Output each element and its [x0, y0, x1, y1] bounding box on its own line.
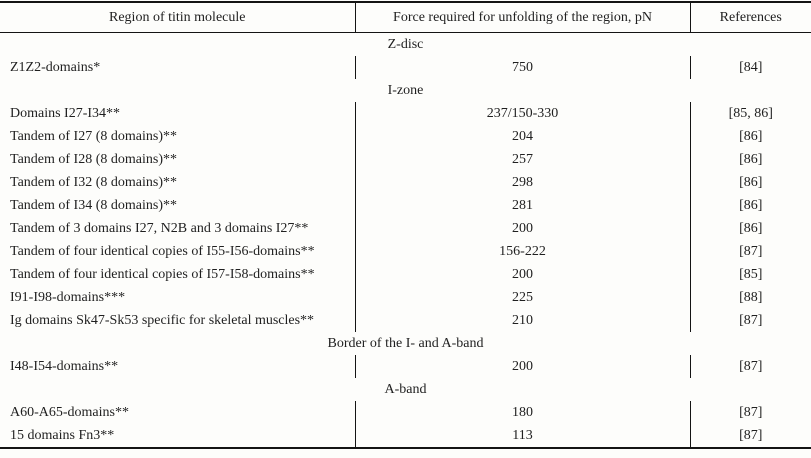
table-row — [0, 171, 811, 194]
references-cell: [85, 86] — [690, 102, 811, 125]
table-row — [0, 240, 811, 263]
table-row — [0, 194, 811, 217]
force-cell: 113 — [355, 424, 690, 448]
table-row — [0, 217, 811, 240]
region-cell: Tandem of I27 (8 domains)** — [10, 128, 177, 144]
table-row — [0, 263, 811, 286]
column-header-references: References — [690, 2, 811, 33]
section-title: Border of the I- and A-band — [327, 335, 484, 351]
force-cell: 750 — [355, 56, 690, 79]
table-row — [0, 309, 811, 332]
region-cell: Ig domains Sk47-Sk53 specific for skeletal muscles** — [10, 312, 315, 328]
region-cell: Tandem of I34 (8 domains)** — [10, 197, 177, 213]
region-cell: Tandem of four identical copies of I57-I58-domains** — [10, 266, 315, 282]
references-cell: [84] — [690, 56, 811, 79]
force-cell: 200 — [355, 217, 690, 240]
region-cell: Tandem of four identical copies of I55-I56-domains** — [10, 243, 315, 259]
force-cell: 257 — [355, 148, 690, 171]
region-cell: I91-I98-domains*** — [10, 289, 126, 305]
table-header-row — [0, 2, 811, 33]
section-title: I-zone — [387, 82, 424, 98]
column-header-region: Region of titin molecule — [0, 2, 355, 33]
section-title-border-i-a-band — [0, 332, 811, 355]
force-cell: 210 — [355, 309, 690, 332]
column-header-force: Force required for unfolding of the region, pN — [355, 2, 690, 33]
region-cell: 15 domains Fn3** — [10, 427, 115, 443]
region-cell: I48-I54-domains** — [10, 358, 119, 374]
section-title-z-disc — [0, 33, 811, 57]
region-cell: Tandem of I28 (8 domains)** — [10, 151, 177, 167]
table-row — [0, 424, 811, 448]
references-cell: [86] — [690, 171, 811, 194]
force-cell: 156-222 — [355, 240, 690, 263]
section-title-a-band — [0, 378, 811, 401]
force-cell: 200 — [355, 263, 690, 286]
references-cell: [86] — [690, 217, 811, 240]
references-cell: [87] — [690, 240, 811, 263]
references-cell: [85] — [690, 263, 811, 286]
force-cell: 225 — [355, 286, 690, 309]
region-cell: A60-A65-domains** — [10, 404, 129, 420]
force-cell: 180 — [355, 401, 690, 424]
section-title: A-band — [384, 381, 427, 397]
force-cell: 237/150-330 — [355, 102, 690, 125]
region-cell: Tandem of 3 domains I27, N2B and 3 domains I27** — [10, 220, 309, 236]
table-row — [0, 355, 811, 378]
table-row — [0, 286, 811, 309]
force-cell: 298 — [355, 171, 690, 194]
table-row — [0, 56, 811, 79]
references-cell: [87] — [690, 355, 811, 378]
titin-unfolding-table — [0, 1, 811, 449]
force-cell: 200 — [355, 355, 690, 378]
table-row — [0, 401, 811, 424]
references-cell: [86] — [690, 125, 811, 148]
references-cell: [86] — [690, 148, 811, 171]
table-row — [0, 102, 811, 125]
table-row — [0, 125, 811, 148]
section-title-i-zone — [0, 79, 811, 102]
force-cell: 204 — [355, 125, 690, 148]
references-cell: [88] — [690, 286, 811, 309]
region-cell: Tandem of I32 (8 domains)** — [10, 174, 177, 190]
references-cell: [86] — [690, 194, 811, 217]
force-cell: 281 — [355, 194, 690, 217]
table-row — [0, 148, 811, 171]
references-cell: [87] — [690, 401, 811, 424]
region-cell: Z1Z2-domains* — [10, 59, 101, 75]
section-title: Z-disc — [387, 36, 424, 52]
references-cell: [87] — [690, 424, 811, 448]
region-cell: Domains I27-I34** — [10, 105, 121, 121]
references-cell: [87] — [690, 309, 811, 332]
